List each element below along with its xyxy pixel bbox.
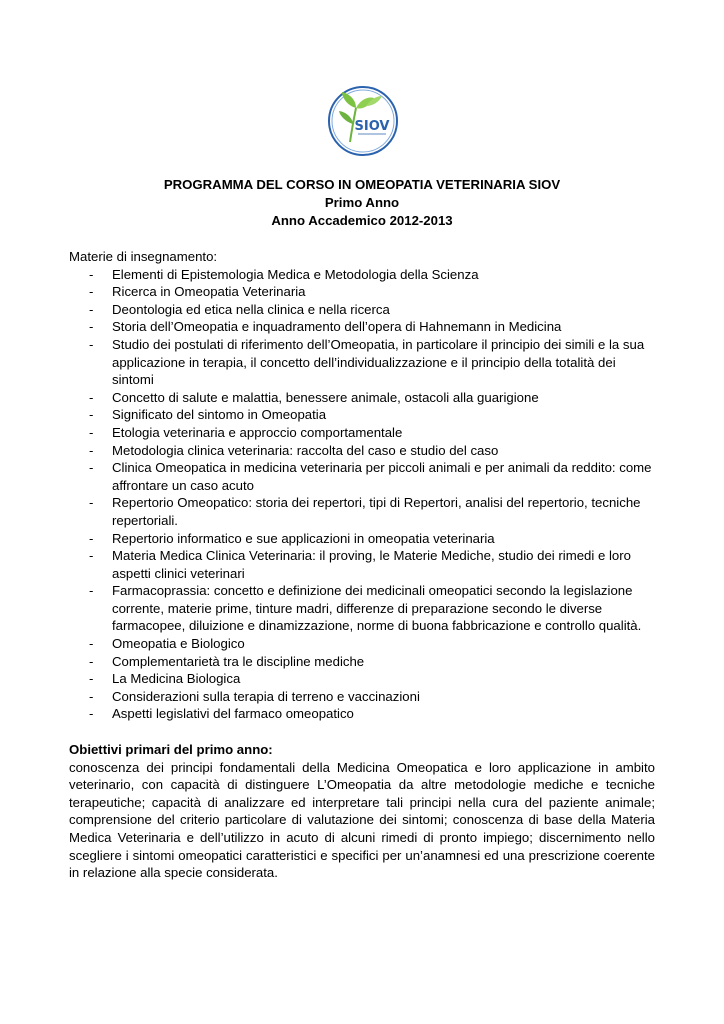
list-item: - Storia dell’Omeopatia e inquadramento dell’opera di Hahnemann in Medicina [89,319,562,335]
list-item: - Significato del sintomo in Omeopatia [89,407,327,423]
dash-marker: - [89,319,94,335]
dash-marker: - [89,284,94,300]
list-item: - Studio dei postulati di riferimento dell’Omeopatia, in particolare il principio dei simili e la sua applicazione in terapia, il concetto dell’individualizzazione e il principio della totalità dei sintomi [89,336,645,388]
document-header [0,176,724,230]
dash-marker: - [89,460,94,476]
dash-marker: - [89,583,94,599]
list-item: - Concetto di salute e malattia, benessere animale, ostacoli alla guarigione [89,389,539,405]
academic-year: Anno Accademico 2012-2013 [271,213,453,228]
dash-marker: - [89,636,94,652]
dash-marker: - [89,389,94,405]
obiettivi-title: Obiettivi primari del primo anno: [69,742,273,758]
dash-marker: - [89,407,94,423]
document-title: PROGRAMMA DEL CORSO IN OMEOPATIA VETERINARIA SIOV [163,177,561,192]
list-item: - La Medicina Biologica [89,671,241,687]
dash-marker: - [89,671,94,687]
obiettivi-text: conoscenza dei principi fondamentali della Medicina Omeopatica e loro applicazione in ambito veterinario, con capacità di distinguere L’Omeopatia da altre metodologie mediche e tecniche terapeutiche; capacità di analizzare ed interpretare tali principi nella cura del paziente animale; comprensione del criterio particolare di valutazione dei sintomi; conoscenza di base della Materia Medica Veterinaria e dell’utilizzo in acuto di alcuni rimedi di pronto impiego; discernimento nello scegliere i sintomi omeopatici caratteristici e specifici per un’anamnesi ed una prescrizione coerente in relazione alla specie considerata. [69,759,655,881]
list-item: - Materia Medica Clinica Veterinaria: il proving, le Materie Mediche, studio dei rimedi e loro aspetti clinici veterinari [89,548,631,581]
list-item: - Considerazioni sulla terapia di terreno e vaccinazioni [89,688,420,704]
list-item: - Clinica Omeopatica in medicina veterinaria per piccoli animali e per animali da reddito: come affrontare un caso acuto [89,460,652,493]
list-item: - Metodologia clinica veterinaria: raccolta del caso e studio del caso [89,442,499,458]
list-item: - Deontologia ed etica nella clinica e nella ricerca [89,301,390,317]
list-item: - Aspetti legislativi del farmaco omeopatico [89,706,354,722]
list-item: - Etologia veterinaria e approccio comportamentale [89,424,403,440]
svg-text:SIOV: SIOV [354,119,390,134]
dash-marker: - [89,495,94,511]
dash-marker: - [89,442,94,458]
dash-marker: - [89,266,94,282]
dash-marker: - [89,301,94,317]
dash-marker: - [89,336,94,352]
dash-marker: - [89,653,94,669]
list-item: - Elementi di Epistemologia Medica e Metodologia della Scienza [89,266,479,282]
list-item: - Farmacoprassia: concetto e definizione dei medicinali omeopatici secondo la legislazione corrente, materie prime, tinture madri, differenze di preparazione secondo le diverse farmacopee, diluizione e dinamizzazione, norme di buona fabbricazione e controllo qualità. [89,583,642,634]
document-subtitle: Primo Anno [324,195,400,210]
list-item: - Complementarietà tra le discipline mediche [89,653,365,669]
materie-list [69,266,655,723]
dash-marker: - [89,424,94,440]
list-item: - Ricerca in Omeopatia Veterinaria [89,284,306,300]
list-item: - Omeopatia e Biologico [89,636,245,652]
siov-logo-icon [326,84,400,158]
list-item: - Repertorio informatico e sue applicazioni in omeopatia veterinaria [89,530,495,546]
list-item: - Repertorio Omeopatico: storia dei repertori, tipi di Repertori, analisi del repertorio, tecniche repertoriali. [89,495,641,528]
materie-intro: Materie di insegnamento: [69,249,218,264]
siov-logo [326,84,400,158]
dash-marker: - [89,548,94,564]
document-body [69,248,655,882]
dash-marker: - [89,688,94,704]
dash-marker: - [89,530,94,546]
dash-marker: - [89,706,94,722]
